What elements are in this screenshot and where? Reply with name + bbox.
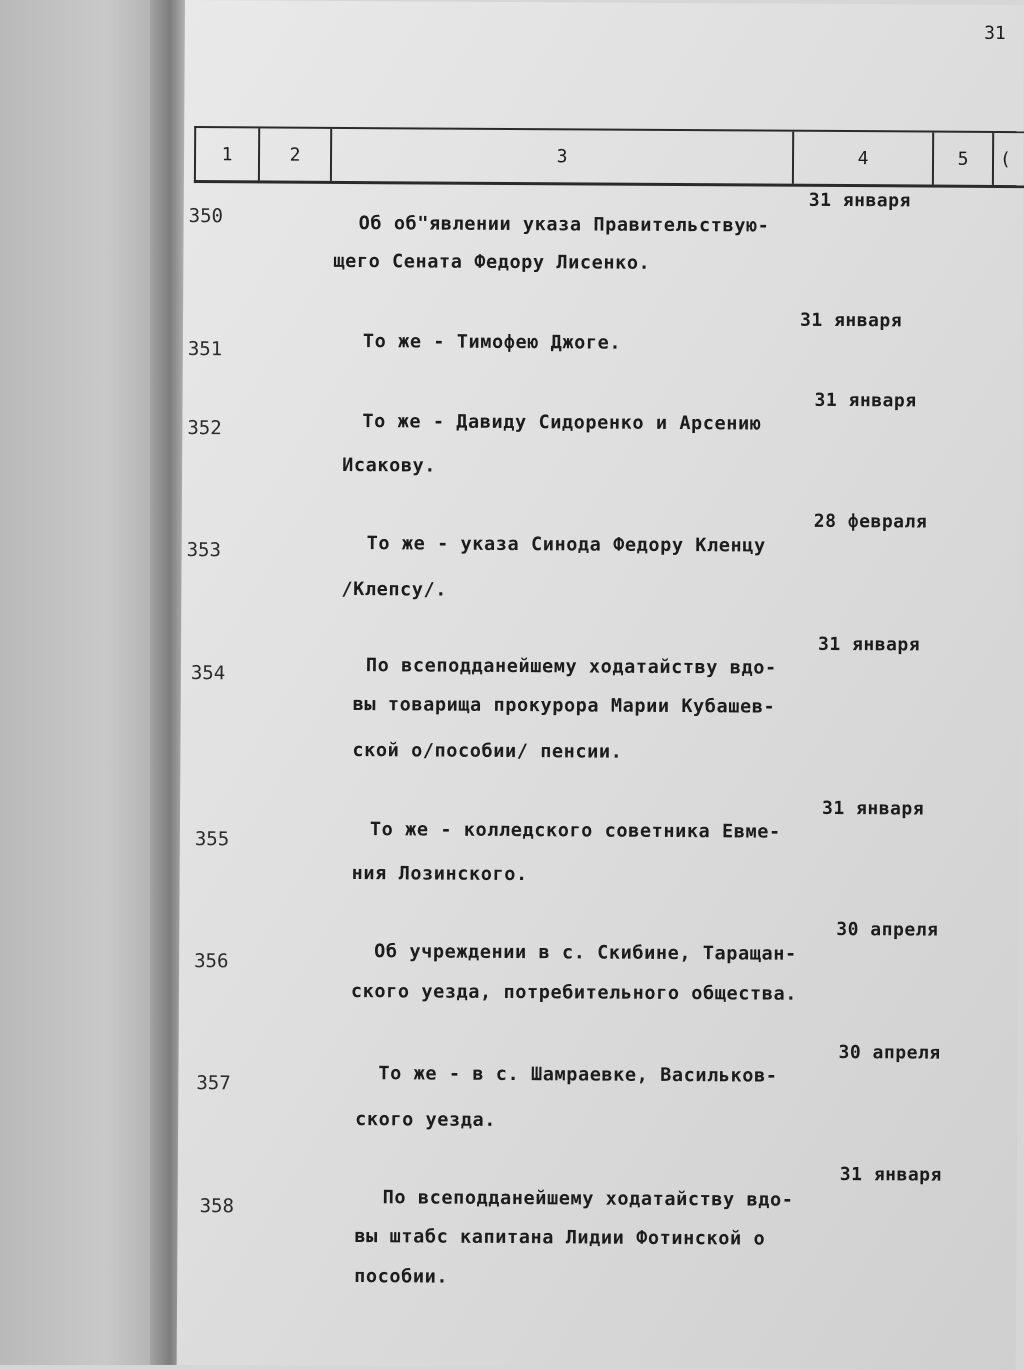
entry-number: 356 — [194, 950, 229, 973]
entry-number: 353 — [186, 539, 222, 562]
entry-text-line: По всеподданейшему ходатайству вдо- — [365, 655, 777, 679]
entry-text-line: /Клепсу/. — [341, 578, 448, 601]
entry-text-line: То же - Давиду Сидоренко и Арсению — [362, 411, 762, 435]
entry-number: 358 — [199, 1195, 235, 1218]
entry-text-line: То же - колледского советника Евме- — [369, 819, 781, 843]
entry-date: 31 января — [818, 633, 921, 656]
header-col-6: ( — [999, 148, 1011, 170]
header-col-2: 2 — [260, 128, 332, 180]
entry-number: 354 — [190, 662, 226, 685]
entry-date: 31 января — [808, 189, 911, 212]
entry-text-line: вы товарища прокурора Марии Кубашев- — [352, 694, 776, 718]
left-page — [0, 0, 175, 1365]
entry-number: 357 — [196, 1072, 231, 1095]
header-col-3: 3 — [332, 129, 794, 184]
page-number: 31 — [984, 22, 1006, 45]
entry-date: 30 апреля — [838, 1042, 941, 1064]
entry-date: 31 января — [839, 1164, 942, 1186]
entry-text-line: ской о/пособии/ пенсии. — [352, 740, 623, 763]
entry-text-line: вы штабс капитана Лидии Фотинской о — [354, 1226, 766, 1250]
entry-text-line: пособии. — [354, 1266, 449, 1288]
entry-date: 31 января — [822, 797, 925, 820]
entry-text-line: ского уезда, потребительного общества. — [350, 981, 798, 1005]
entry-text-line: Исакову. — [342, 454, 437, 477]
entry-text-line: ского уезда. — [355, 1109, 497, 1131]
table-header — [194, 126, 1024, 188]
entry-number: 352 — [187, 417, 222, 440]
entry-date: 28 февраля — [813, 510, 928, 533]
entry-number: 350 — [188, 205, 224, 228]
entry-number: 355 — [194, 828, 230, 851]
header-col-5: 5 — [934, 133, 994, 185]
entry-text-line: Об об"явлении указа Правительствую- — [358, 213, 770, 237]
entry-text-line: щего Сената Федору Лисенко. — [333, 250, 651, 274]
header-col-4: 4 — [794, 132, 934, 185]
entry-350 — [185, 0, 1024, 274]
entry-date: 31 января — [799, 309, 903, 332]
entry-text-line: То же - Тимофею Джоге. — [362, 331, 622, 354]
entry-text-line: ния Лозинского. — [351, 863, 528, 886]
entry-text-line: То же - указа Синода Федору Кленцу — [366, 533, 766, 557]
header-col-1: 1 — [196, 128, 260, 180]
entry-text-line: Об учреждении в с. Скибине, Таращан- — [374, 941, 797, 965]
entry-date: 31 января — [814, 389, 917, 412]
entry-number: 351 — [187, 338, 223, 361]
document-page — [177, 0, 1024, 1370]
entry-text-line: То же - в с. Шамраевке, Васильков- — [378, 1063, 778, 1087]
entry-text-line: По всеподданейшему ходатайству вдо- — [382, 1187, 794, 1211]
entry-date: 30 апреля — [836, 918, 939, 941]
